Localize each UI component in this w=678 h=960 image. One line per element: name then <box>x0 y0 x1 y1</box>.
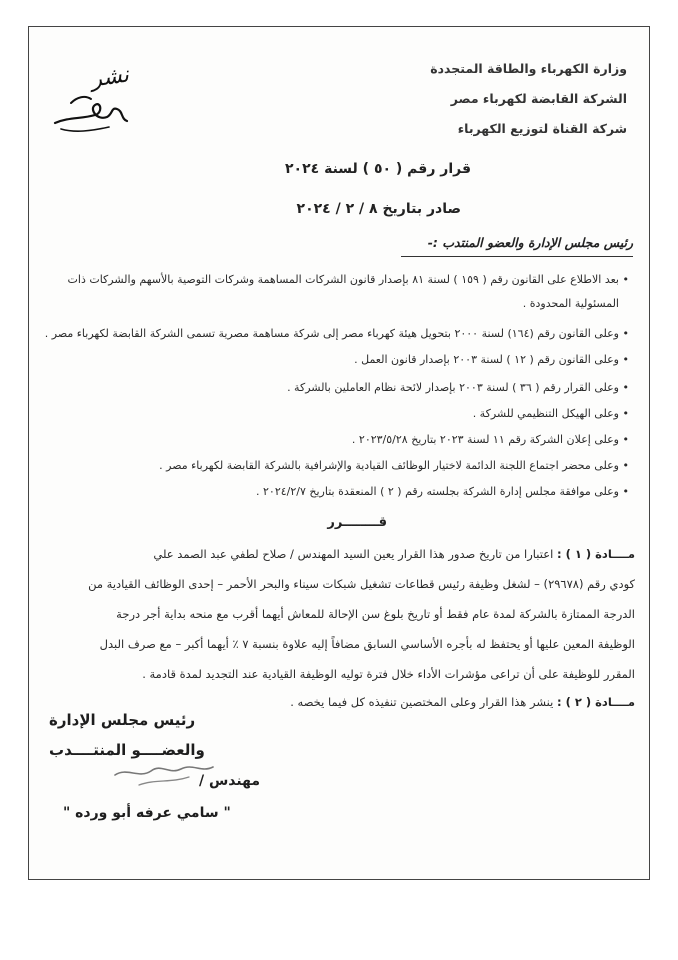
article-1-line: المقرر للوظيفة على أن تراعى مؤشرات الأداء خلال فترة توليه الوظيفة القيادية عند التجديد لمدة قادمة . <box>142 667 635 681</box>
signature-title-line1: رئيس مجلس الإدارة <box>49 711 196 729</box>
bullet-icon: • <box>619 407 629 420</box>
consideration-item: • وعلى الهيكل التنظيمي للشركة . <box>472 407 629 420</box>
bullet-icon: • <box>619 273 629 286</box>
consideration-item-continued: المسئولية المحدودة . <box>522 297 619 310</box>
consideration-item: • وعلى موافقة مجلس إدارة الشركة بجلسته رقم ( ٢ ) المنعقدة بتاريخ ٢٠٢٤/٢/٧ . <box>256 485 629 498</box>
consideration-item: • وعلى القرار رقم ( ٣٦ ) لسنة ٢٠٠٣ بإصدار لائحة نظام العاملين بالشركة . <box>287 381 629 394</box>
bullet-icon: • <box>619 459 629 472</box>
article-1-line: كودي رقم (٢٩٦٧٨) – لشغل وظيفة رئيس قطاعات تشغيل شبكات سيناء والبحر الأحمر – إحدى الوظائف القيادية من <box>88 577 635 591</box>
signature-name: " سامي عرفه أبو ورده " <box>63 805 231 821</box>
consideration-item: • وعلى محضر اجتماع اللجنة الدائمة لاختيار الوظائف القيادية والإشرافية بالشركة القابضة لكهرباء مصر . <box>159 459 629 472</box>
article-2-label: مــــادة ( ٢ ) : <box>556 695 635 709</box>
article-1-label: مــــادة ( ١ ) : <box>556 547 635 561</box>
consideration-item: • وعلى القانون رقم ( ١٢ ) لسنة ٢٠٠٣ بإصدار قانون العمل . <box>354 353 629 366</box>
consideration-item: • بعد الاطلاع على القانون رقم ( ١٥٩ ) لسنة ٨١ بإصدار قانون الشركات المساهمة وشركات التوصية بالأسهم والشركات ذات <box>67 273 629 286</box>
article-1 <box>153 547 635 561</box>
consideration-item: • وعلى القانون رقم (١٦٤) لسنة ٢٠٠٠ بتحويل هيئة كهرباء مصر إلى شركة مساهمة مصرية تسمى الشركة القابضة لكهرباء مصر . <box>44 327 629 340</box>
bullet-icon: • <box>619 381 629 394</box>
article-1-line: الوظيفة المعين عليها أو يحتفظ له بأجره الأساسي السابق مضافاً إليه علاوة بنسبة ٧ ٪ أيهما أكبر – مع صرف البدل <box>99 637 635 651</box>
article-1-line: الدرجة الممتازة بالشركة لمدة عام فقط أو تاريخ بلوغ سن الإحالة للمعاش أيهما أقرب مع منحه بداية أجر درجة <box>116 607 635 621</box>
bullet-icon: • <box>619 327 629 340</box>
bullet-icon: • <box>619 433 629 446</box>
decides-heading: قــــــــرر <box>327 515 387 530</box>
addressee: رئيس مجلس الإدارة والعضو المنتدب :- <box>427 235 633 250</box>
article-1-line: اعتبارا من تاريخ صدور هذا القرار يعين السيد المهندس / صلاح لطفي عبد الصمد علي <box>153 547 554 561</box>
org-ministry: وزارة الكهرباء والطاقة المتجددة <box>430 61 627 76</box>
issue-date: صادر بتاريخ ٨ / ٢ / ٢٠٢٤ <box>296 201 461 217</box>
signature-title-line2: والعضــــو المنتــــدب <box>49 741 205 759</box>
article-2 <box>290 695 635 709</box>
bullet-icon: • <box>619 353 629 366</box>
decision-title: قرار رقم ( ٥٠ ) لسنة ٢٠٢٤ <box>285 161 471 177</box>
org-holding-company: الشركة القابضة لكهرباء مصر <box>450 91 627 106</box>
decision-document <box>28 26 650 880</box>
addressee-underline <box>401 256 633 257</box>
signature-engineer-title: مهندس / <box>199 773 261 789</box>
org-distribution-company: شركة القناة لتوزيع الكهرباء <box>457 121 627 136</box>
consideration-item: • وعلى إعلان الشركة رقم ١١ لسنة ٢٠٢٣ بتاريخ ٢٠٢٣/٥/٢٨ . <box>351 433 629 446</box>
handwritten-note: نشر <box>89 62 131 93</box>
handwritten-scribble-icon <box>51 79 131 139</box>
bullet-icon: • <box>619 485 629 498</box>
article-2-text: ينشر هذا القرار وعلى المختصين تنفيذه كل فيما يخصه . <box>290 695 554 709</box>
